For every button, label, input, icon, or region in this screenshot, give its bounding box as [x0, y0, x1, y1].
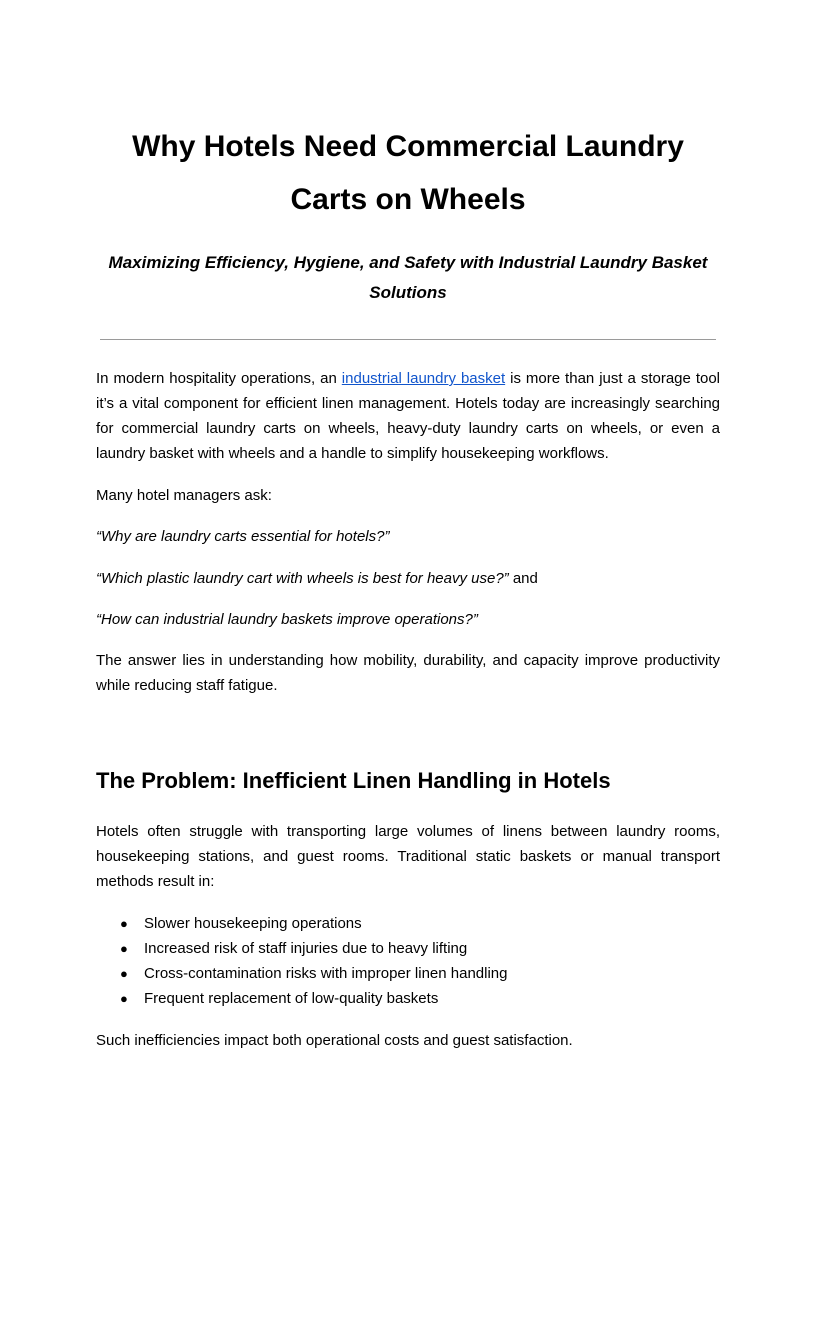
- question-2-suffix: and: [508, 570, 538, 587]
- section-heading: The Problem: Inefficient Linen Handling in Hotels: [96, 768, 611, 793]
- list-item-text: Cross-contamination risks with improper linen handling: [144, 965, 508, 982]
- problem-bullet-list: [96, 911, 720, 1011]
- conclusion-paragraph: Such inefficiencies impact both operational costs and guest satisfaction.: [96, 1032, 573, 1049]
- horizontal-divider: [100, 339, 716, 340]
- list-item-text: Slower housekeeping operations: [144, 915, 362, 932]
- page-subtitle: Maximizing Efficiency, Hygiene, and Safety with Industrial Laundry Basket Solutions: [108, 253, 708, 302]
- list-item: [96, 961, 720, 986]
- intro-paragraph: [96, 366, 720, 466]
- question-2: “Which plastic laundry cart with wheels is best for heavy use?”: [96, 570, 509, 587]
- question-1: “Why are laundry carts essential for hotels?”: [96, 528, 390, 545]
- question-3: “How can industrial laundry baskets improve operations?”: [96, 611, 478, 628]
- managers-ask-paragraph: Many hotel managers ask:: [96, 487, 272, 504]
- list-item: [96, 936, 720, 961]
- bullet-icon: ●: [120, 966, 128, 981]
- bullet-icon: ●: [120, 916, 128, 931]
- bullet-icon: ●: [120, 991, 128, 1006]
- page-title: Why Hotels Need Commercial Laundry Carts on Wheels: [132, 130, 684, 216]
- list-item: [96, 986, 720, 1011]
- intro-text-end: is more than just a storage tool it’s a vital component for efficient linen management. Hotels today are increasingly searching for commercial laundry carts on wheels, heavy-duty laundry carts on wheels, or even a laundry basket with wheels and a handle to simplify housekeeping workflows.: [96, 370, 721, 462]
- list-item-text: Frequent replacement of low-quality baskets: [144, 990, 439, 1007]
- intro-text-start: In modern hospitality operations, an: [96, 370, 342, 387]
- problem-paragraph: Hotels often struggle with transporting large volumes of linens between laundry rooms, housekeeping stations, and guest rooms. Traditional static baskets or manual transport methods result in:: [96, 823, 720, 890]
- question-2-paragraph: [96, 566, 720, 591]
- list-item-text: Increased risk of staff injuries due to heavy lifting: [144, 940, 468, 957]
- bullet-icon: ●: [120, 941, 128, 956]
- list-item: [96, 911, 720, 936]
- answer-paragraph: The answer lies in understanding how mobility, durability, and capacity improve productivity while reducing staff fatigue.: [96, 652, 720, 694]
- industrial-laundry-basket-link[interactable]: industrial laundry basket: [341, 370, 506, 387]
